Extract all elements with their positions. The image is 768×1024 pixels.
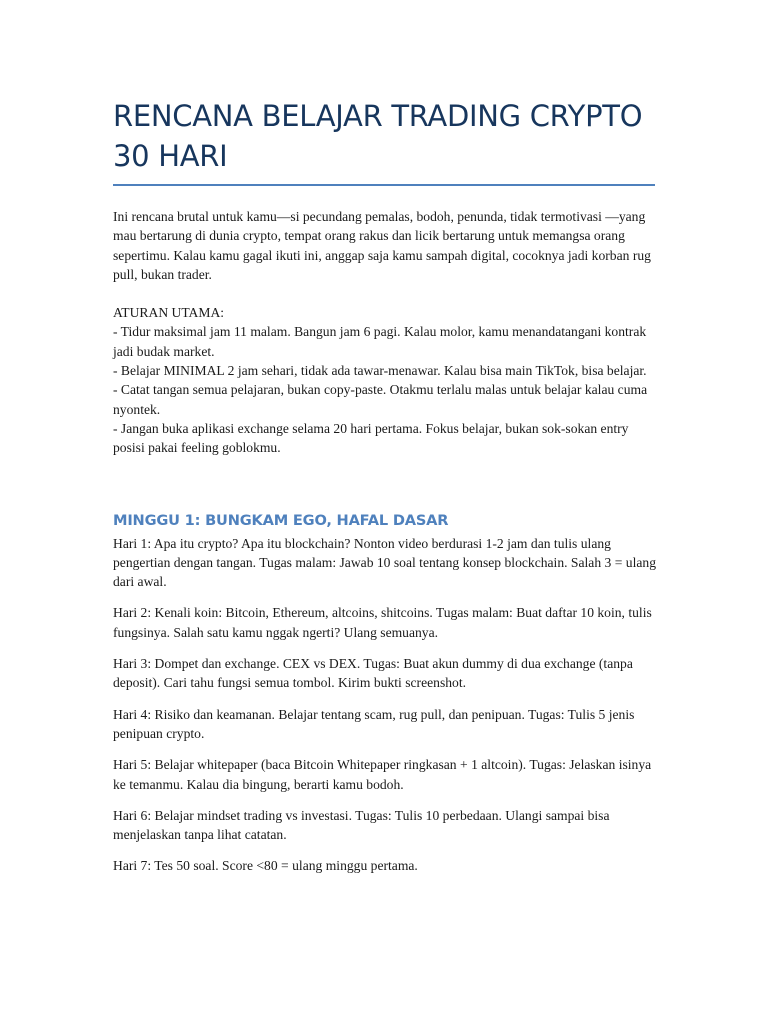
day-item-6: Hari 6: Belajar mindset trading vs investasi. Tugas: Tulis 10 perbedaan. Ulangi sampai bisa menjelaskan tanpa lihat catatan.: [113, 807, 610, 843]
week-1-day-list: [113, 534, 658, 876]
intro-paragraph: Ini rencana brutal untuk kamu—si pecundang pemalas, bodoh, penunda, tidak termotivasi —yang mau bertarung di dunia crypto, tempat orang rakus dan licik bertarung untuk memangsa orang sepertimu. Kalau kamu gagal ikuti ini, anggap saja kamu sampah digital, cocoknya jadi korban rug pull, bukan trader.: [113, 209, 651, 282]
title-line-2: 30 HARI: [113, 139, 228, 173]
day-item-5: Hari 5: Belajar whitepaper (baca Bitcoin Whitepaper ringkasan + 1 altcoin). Tugas: Jelaskan isinya ke temanmu. Kalau dia bingung, berarti kamu bodoh.: [113, 757, 652, 792]
day-item-3: Hari 3: Dompet dan exchange. CEX vs DEX. Tugas: Buat akun dummy di dua exchange (tanpa deposit). Cari tahu fungsi semua tombol. Kirim bukti screenshot.: [113, 656, 633, 691]
title-line-1: RENCANA BELAJAR TRADING CRYPTO: [113, 99, 643, 133]
week-1-heading: MINGGU 1: BUNGKAM EGO, HAFAL DASAR: [113, 511, 449, 529]
rule-item: - Catat tangan semua pelajaran, bukan copy-paste. Otakmu terlalu malas untuk belajar kalau cuma nyontek.: [113, 382, 648, 417]
document-page: [113, 96, 658, 876]
document-title: [113, 96, 658, 176]
day-item-1: Hari 1: Apa itu crypto? Apa itu blockchain? Nonton video berdurasi 1-2 jam dan tulis ulang pengertian dengan tangan. Tugas malam: Jawab 10 soal tentang konsep blockchain. Salah 3 = ulang dari awal.: [113, 535, 656, 590]
day-item-4: Hari 4: Risiko dan keamanan. Belajar tentang scam, rug pull, dan penipuan. Tugas: Tulis 5 jenis penipuan crypto.: [113, 706, 635, 741]
rules-heading: ATURAN UTAMA:: [113, 305, 225, 321]
rule-item: - Belajar MINIMAL 2 jam sehari, tidak ada tawar-menawar. Kalau bisa main TikTok, bisa belajar.: [113, 363, 647, 379]
rules-block: [113, 303, 658, 457]
day-item-7: Hari 7: Tes 50 soal. Score <80 = ulang minggu pertama.: [113, 858, 418, 874]
rule-item: - Tidur maksimal jam 11 malam. Bangun jam 6 pagi. Kalau molor, kamu menandatangani kontrak jadi budak market.: [113, 324, 647, 359]
rule-item: - Jangan buka aplikasi exchange selama 20 hari pertama. Fokus belajar, bukan sok-sokan entry posisi pakai feeling goblokmu.: [113, 420, 629, 456]
day-item-2: Hari 2: Kenali koin: Bitcoin, Ethereum, altcoins, shitcoins. Tugas malam: Buat daftar 10 koin, tulis fungsinya. Salah satu kamu nggak ngerti? Ulang semuanya.: [113, 605, 652, 640]
title-underline: [113, 184, 655, 186]
